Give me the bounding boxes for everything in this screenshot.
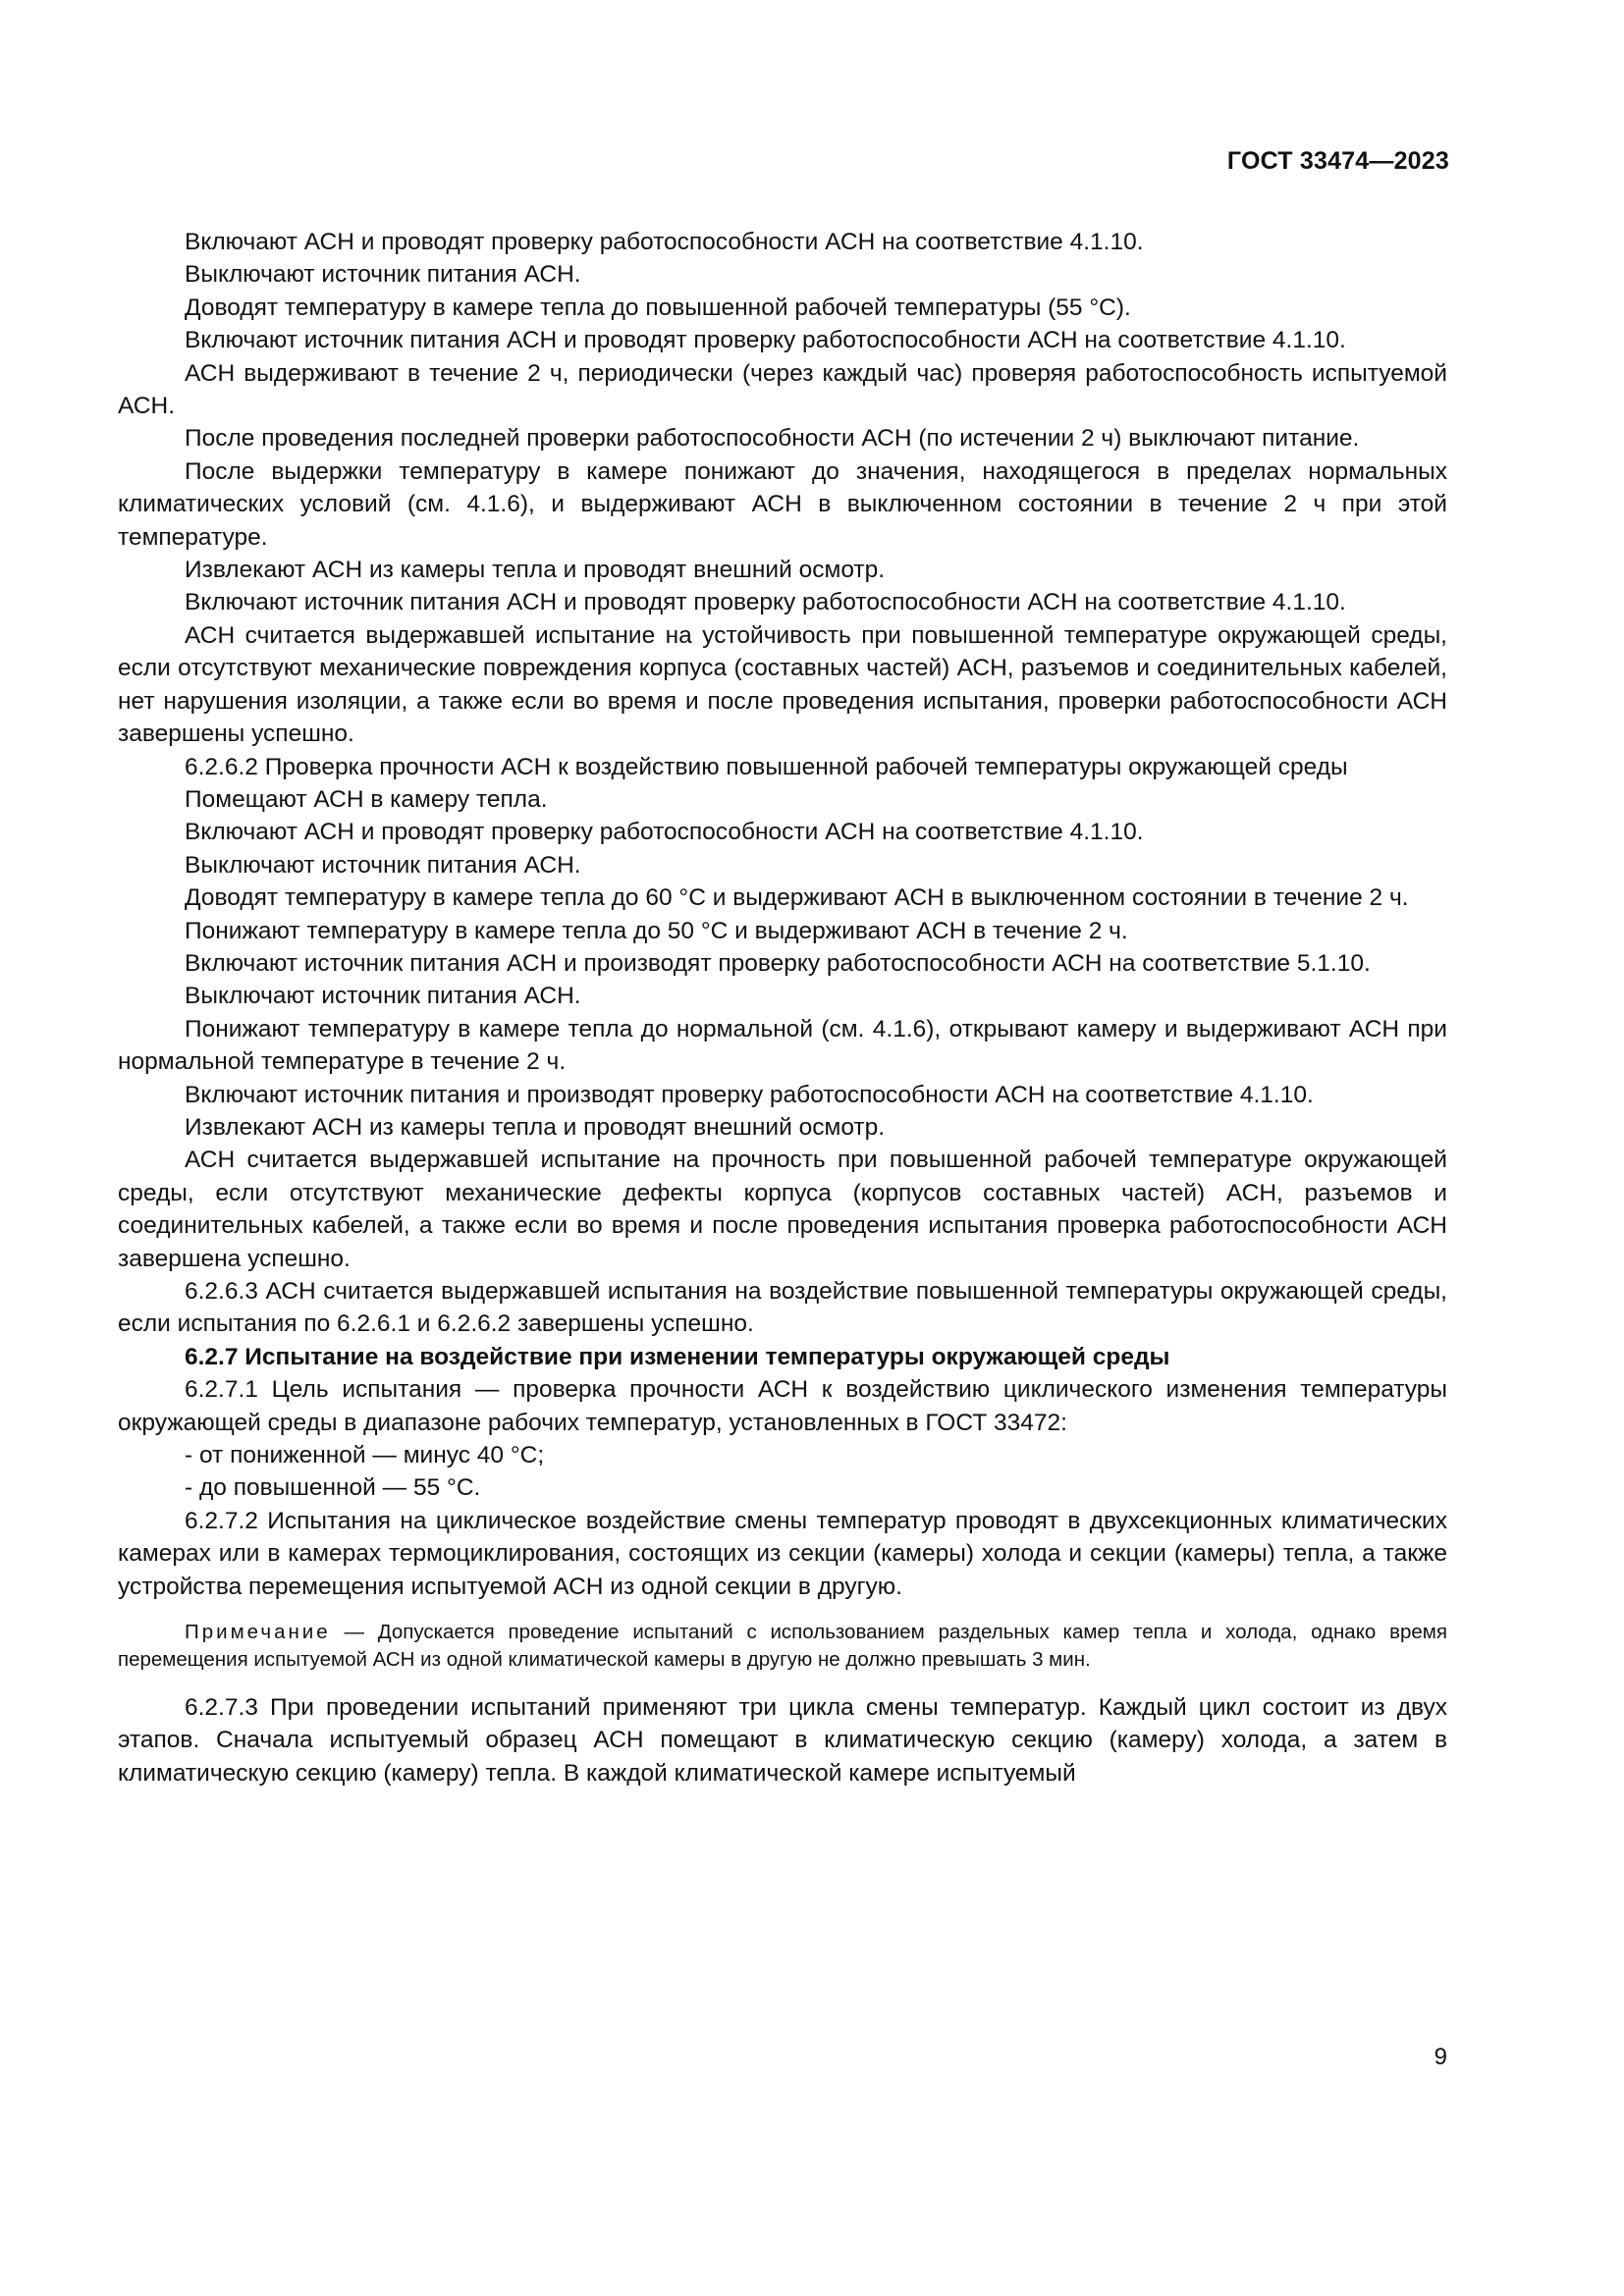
document-code-header: ГОСТ 33474—2023 [1226, 147, 1449, 175]
paragraph: После проведения последней проверки работоспособности АСН (по истечении 2 ч) выключают питание. [185, 425, 1360, 453]
paragraph: Доводят температуру в камере тепла до 60 °С и выдерживают АСН в выключенном состоянии в течение 2 ч. [185, 884, 1409, 912]
paragraph: Извлекают АСН из камеры тепла и проводят внешний осмотр. [185, 557, 886, 584]
paragraph: Выключают источник питания АСН. [185, 261, 581, 289]
paragraph: Включают источник питания и производят проверку работоспособности АСН на соответствие 4.1.10. [185, 1081, 1314, 1108]
paragraph: Включают АСН и проводят проверку работоспособности АСН на соответствие 4.1.10. [185, 819, 1144, 846]
paragraph: Выключают источник питания АСН. [185, 851, 581, 879]
paragraph: Извлекают АСН из камеры тепла и проводят внешний осмотр. [185, 1113, 886, 1141]
paragraph: Доводят температуру в камере тепла до повышенной рабочей температуры (55 °С). [185, 294, 1131, 321]
paragraph: Выключают источник питания АСН. [185, 983, 581, 1010]
page-number: 9 [1434, 2044, 1447, 2070]
paragraph: АСН считается выдержавшей испытание на устойчивость при повышенной температуре окружающей среды, если отсутствуют механические повреждения корпуса (составных частей) АСН, разъемов и соединительных кабелей, нет нарушения изоляции, а также если во время и после проведения испытания, проверки работоспособности АСН завершены успешно. [118, 621, 1447, 748]
clause-6-2-6-2: 6.2.6.2 Проверка прочности АСН к воздействию повышенной рабочей температуры окружающей среды [185, 753, 1348, 780]
clause-6-2-6-3: 6.2.6.3 АСН считается выдержавшей испытания на воздействие повышенной температуры окружающей среды, если испытания по 6.2.6.1 и 6.2.6.2 завершены успешно. [118, 1278, 1447, 1338]
note-label: Примечание [185, 1621, 331, 1644]
clause-6-2-7-1: 6.2.7.1 Цель испытания — проверка прочности АСН к воздействию циклического изменения температуры окружающей среды в диапазоне рабочих температур, установленных в ГОСТ 33472: [118, 1376, 1447, 1436]
paragraph: Включают АСН и проводят проверку работоспособности АСН на соответствие 4.1.10. [185, 229, 1144, 255]
clause-6-2-7-2: 6.2.7.2 Испытания на циклическое воздействие смены температур проводят в двухсекционных климатических камерах или в камерах термоциклирования, состоящих из секции (камеры) холода и секции (камеры) тепла, а также устройства перемещения испытуемой АСН из одной секции в другую. [118, 1507, 1447, 1600]
list-item: - от пониженной — минус 40 °С; [185, 1442, 545, 1469]
paragraph: Включают источник питания АСН и проводят проверку работоспособности АСН на соответствие 4.1.10. [185, 327, 1346, 354]
document-body [118, 226, 1447, 1789]
clause-6-2-7-3: 6.2.7.3 При проведении испытаний применяют три цикла смены температур. Каждый цикл состоит из двух этапов. Сначала испытуемый образец АСН помещают в климатическую секцию (камеру) холода, а затем в климатическую секцию (камеру) тепла. В каждой климатической камере испытуемый [118, 1694, 1447, 1787]
paragraph: Помещают АСН в камеру тепла. [185, 785, 548, 813]
section-heading-6-2-7: 6.2.7 Испытание на воздействие при изменении температуры окружающей среды [185, 1343, 1170, 1370]
paragraph: АСН считается выдержавшей испытание на прочность при повышенной рабочей температуре окружающей среды, если отсутствуют механические дефекты корпуса (корпусов составных частей) АСН, разъемов и соединительных кабелей, а также если во время и после проведения испытания проверка работоспособности АСН завершена успешно. [118, 1147, 1447, 1272]
list-item: - до повышенной — 55 °С. [185, 1474, 481, 1502]
paragraph: После выдержки температуру в камере понижают до значения, находящегося в пределах нормальных климатических условий (см. 4.1.6), и выдерживают АСН в выключенном состоянии в течение 2 ч при этой температуре. [118, 457, 1447, 551]
paragraph: Включают источник питания АСН и проводят проверку работоспособности АСН на соответствие 4.1.10. [185, 589, 1346, 616]
paragraph: АСН выдерживают в течение 2 ч, периодически (через каждый час) проверяя работоспособность испытуемой АСН. [118, 359, 1447, 420]
paragraph: Понижают температуру в камере тепла до нормальной (см. 4.1.6), открывают камеру и выдерживают АСН при нормальной температуре в течение 2 ч. [118, 1015, 1447, 1076]
paragraph: Включают источник питания АСН и производят проверку работоспособности АСН на соответствие 5.1.10. [185, 949, 1371, 977]
note-text: — Допускается проведение испытаний с использованием раздельных камер тепла и холода, однако время перемещения испытуемой АСН из одной климатической камеры в другую не должно превышать 3 мин. [118, 1621, 1447, 1672]
note [118, 1619, 1447, 1674]
paragraph: Понижают температуру в камере тепла до 50 °С и выдерживают АСН в течение 2 ч. [185, 917, 1128, 944]
